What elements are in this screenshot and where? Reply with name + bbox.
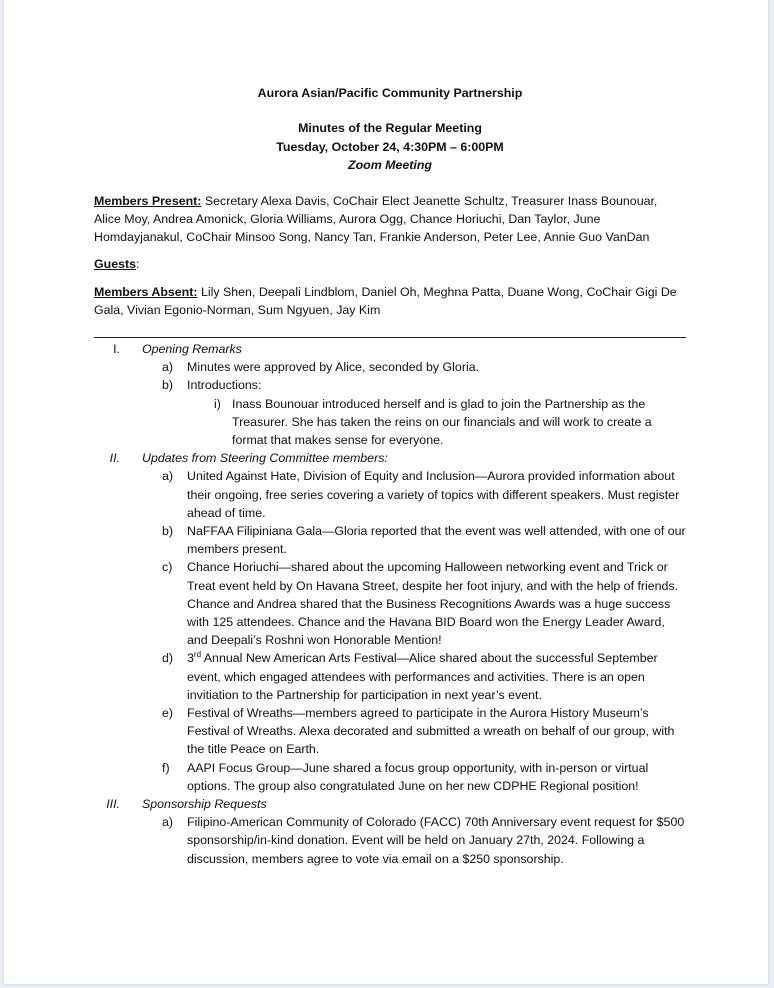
section-heading [94,795,686,813]
item-number: a) [162,469,174,484]
document-content [94,84,686,868]
item-number: a) [162,360,174,375]
guests-colon: : [136,257,140,272]
document-page [4,0,768,984]
item-text: Festival of Wreaths—members agreed to participate in the Aurora History Museum’s Festival of Wreaths. Alexa decorated and submitted a wreath on behalf of our group, with the title Peace on Earth. [187,705,675,757]
item-text: Chance Horiuchi—shared about the upcoming Halloween networking event and Trick or Treat event held by On Havana Street, despite her foot injury, and with the help of friends. Chance and Andrea shared that the Business Recognitions Awards was a huge success with 125 attendees. Chance and the Havana BID Board won the Energy Leader Award, and Deepali’s Roshni won Honorable Mention! [187,560,679,648]
item-number: b) [162,378,174,393]
members-absent-list: Lily Shen, Deepali Lindblom, Daniel Oh, Meghna Patta, Duane Wong, CoChair Gigi De Gala, Vivian Egonio-Norman, Sum Ngyuen, Jay Kim [94,284,677,317]
item-text: Inass Bounouar introduced herself and is glad to join the Partnership as the Treasurer. She has taken the reins on our financials and will work to create a format that makes sense for everyone. [232,396,652,447]
list-item [94,649,686,704]
item-number: i) [214,396,221,411]
section-title: Updates from Steering Committee members: [142,451,388,466]
list-item [94,522,686,558]
section-number: III. [106,797,120,811]
section-heading [94,340,686,358]
item-number: b) [162,523,174,538]
section-heading [94,449,686,467]
list-item [94,376,686,394]
minutes-outline [94,340,686,868]
item-number: f) [162,760,170,775]
item-text: 3rd Annual New American Arts Festival—Alice shared about the successful September event, which engaged attendees with performances and activities. There is an open invitiation to the Partnership for participation in next year’s event. [187,650,658,702]
members-present-list: Secretary Alexa Davis, CoChair Elect Jeanette Schultz, Treasurer Inass Bounouar, Alice Moy, Andrea Amonick, Gloria Williams, Aurora Ogg, Chance Horiuchi, Dan Taylor, June Homdayjanakul, CoChair Minsoo Song, Nancy Tan, Frankie Anderson, Peter Lee, Annie Guo VanDan [94,193,658,245]
members-present-label: Members Present: [94,193,202,208]
section-title: Sponsorship Requests [142,797,267,811]
list-item [94,467,686,522]
item-text: Introductions: [187,378,262,393]
list-item [94,358,686,376]
item-text: AAPI Focus Group—June shared a focus group opportunity, with in-person or virtual options. The group also congratulated June on her new CDPHE Regional position! [187,760,649,793]
item-text: Minutes were approved by Alice, seconded by Gloria. [187,360,480,375]
members-absent [94,283,686,319]
members-absent-label: Members Absent: [94,284,198,299]
list-item [94,558,686,649]
list-item [94,813,686,868]
sub-list-item [94,395,686,450]
item-text: NaFFAA Filipiniana Gala—Gloria reported that the event was well attended, with one of our members present. [187,523,686,557]
item-number: a) [162,815,174,830]
section-number: II. [109,451,120,466]
item-number: c) [162,560,173,575]
list-item [94,759,686,795]
item-number: d) [162,651,174,666]
item-number: e) [162,705,174,720]
section-number: I. [113,341,120,356]
horizontal-rule [94,337,686,338]
members-present [94,192,686,247]
meeting-header [94,119,686,175]
guests [94,255,686,273]
meeting-subtitle: Minutes of the Regular Meeting [298,121,482,136]
meeting-datetime: Tuesday, October 24, 4:30PM – 6:00PM [276,139,504,154]
org-title: Aurora Asian/Pacific Community Partnership [257,86,523,100]
item-text: United Against Hate, Division of Equity and Inclusion—Aurora provided information about their ongoing, free series covering a variety of topics with different speakers. Must register ahead of time. [187,469,680,520]
item-text: Filipino-American Community of Colorado (FACC) 70th Anniversary event request for $500 sponsorship/in-kind donation. Event will be held on January 27th, 2024. Following a discussion, members agree to vote via email on a $250 sponsorship. [187,815,685,866]
guests-label: Guests [94,257,137,272]
meeting-venue: Zoom Meeting [348,158,432,173]
list-item [94,704,686,759]
section-title: Opening Remarks [142,341,242,356]
